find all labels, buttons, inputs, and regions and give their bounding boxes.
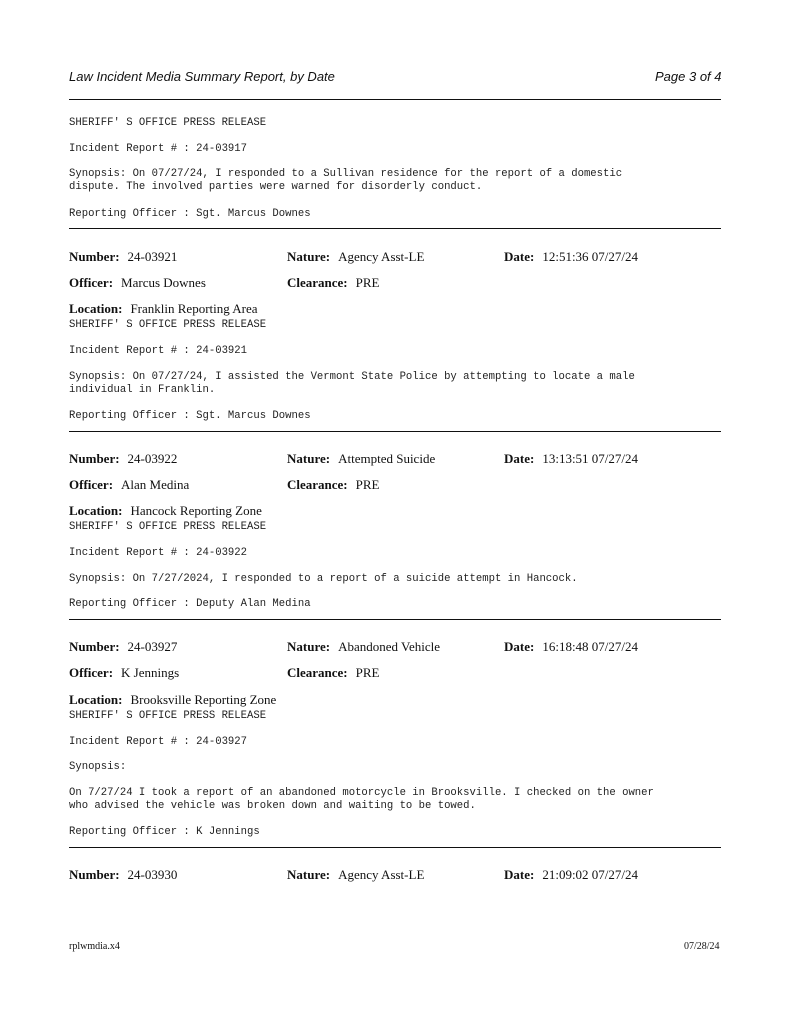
record-nature — [287, 451, 435, 467]
number-label: Number: — [69, 639, 120, 654]
synopsis-line: On 7/27/24 I took a report of an abandoned motorcycle in Brooksville. I checked on the owner — [69, 787, 654, 799]
record-nature — [287, 639, 440, 655]
clearance-value: PRE — [355, 275, 380, 290]
location-label: Location: — [69, 503, 123, 518]
synopsis-line: Synopsis: On 07/27/24, I assisted the Vermont State Police by attempting to locate a male — [69, 371, 635, 383]
location-value: Hancock Reporting Zone — [130, 503, 262, 518]
clearance-label: Clearance: — [287, 665, 348, 680]
record-clearance — [287, 477, 379, 493]
synopsis-line: individual in Franklin. — [69, 384, 216, 396]
record-date — [504, 867, 638, 883]
nature-label: Nature: — [287, 451, 331, 466]
date-label: Date: — [504, 867, 535, 882]
record-number — [69, 867, 177, 883]
date-label: Date: — [504, 451, 535, 466]
location-value: Brooksville Reporting Zone — [130, 692, 277, 707]
officer-label: Officer: — [69, 477, 114, 492]
clearance-label: Clearance: — [287, 477, 348, 492]
officer-value: Marcus Downes — [121, 275, 206, 290]
incident-report-number: Incident Report # : 24-03917 — [69, 143, 248, 155]
nature-label: Nature: — [287, 639, 331, 654]
location-label: Location: — [69, 692, 123, 707]
footer-date: 07/28/24 — [684, 941, 720, 952]
location-label: Location: — [69, 301, 123, 316]
incident-report-number: Incident Report # : 24-03922 — [69, 547, 248, 559]
nature-label: Nature: — [287, 867, 331, 882]
nature-label: Nature: — [287, 249, 331, 264]
officer-value: K Jennings — [121, 665, 180, 680]
nature-value: Agency Asst-LE — [338, 867, 425, 882]
date-label: Date: — [504, 249, 535, 264]
number-value: 24-03921 — [127, 249, 178, 264]
record-date — [504, 249, 638, 265]
reporting-officer: Reporting Officer : K Jennings — [69, 826, 260, 838]
synopsis-line: Synopsis: On 07/27/24, I responded to a Sullivan residence for the report of a domestic — [69, 168, 623, 180]
date-value: 21:09:02 07/27/24 — [542, 867, 639, 882]
record-clearance — [287, 665, 379, 681]
number-label: Number: — [69, 451, 120, 466]
date-value: 12:51:36 07/27/24 — [542, 249, 639, 264]
reporting-officer: Reporting Officer : Sgt. Marcus Downes — [69, 410, 311, 422]
synopsis-line: dispute. The involved parties were warned for disorderly conduct. — [69, 181, 483, 193]
record-officer — [69, 665, 179, 681]
press-release-heading: SHERIFF' S OFFICE PRESS RELEASE — [69, 319, 267, 331]
nature-value: Abandoned Vehicle — [338, 639, 441, 654]
record-divider — [69, 431, 721, 432]
record-clearance — [287, 275, 379, 291]
number-label: Number: — [69, 249, 120, 264]
record-nature — [287, 867, 424, 883]
header-divider — [69, 99, 721, 100]
record-number — [69, 451, 177, 467]
synopsis-line: who advised the vehicle was broken down and waiting to be towed. — [69, 800, 476, 812]
record-location — [69, 301, 258, 317]
record-officer — [69, 275, 206, 291]
incident-report-number: Incident Report # : 24-03921 — [69, 345, 248, 357]
date-label: Date: — [504, 639, 535, 654]
record-number — [69, 249, 177, 265]
synopsis-line: Synopsis: On 7/27/2024, I responded to a report of a suicide attempt in Hancock. — [69, 573, 578, 585]
reporting-officer: Reporting Officer : Sgt. Marcus Downes — [69, 208, 311, 220]
report-title: Law Incident Media Summary Report, by Date — [69, 69, 335, 84]
record-date — [504, 451, 638, 467]
record-divider — [69, 619, 721, 620]
officer-label: Officer: — [69, 665, 114, 680]
clearance-label: Clearance: — [287, 275, 348, 290]
nature-value: Agency Asst-LE — [338, 249, 425, 264]
synopsis-label: Synopsis: — [69, 761, 127, 773]
clearance-value: PRE — [355, 665, 380, 680]
number-value: 24-03930 — [127, 867, 178, 882]
page-number: Page 3 of 4 — [655, 69, 722, 84]
number-value: 24-03922 — [127, 451, 178, 466]
record-officer — [69, 477, 189, 493]
date-value: 13:13:51 07/27/24 — [542, 451, 639, 466]
press-release-heading: SHERIFF' S OFFICE PRESS RELEASE — [69, 117, 267, 129]
incident-report-number: Incident Report # : 24-03927 — [69, 736, 248, 748]
footer-filename: rplwmdia.x4 — [69, 941, 120, 952]
record-date — [504, 639, 638, 655]
clearance-value: PRE — [355, 477, 380, 492]
number-label: Number: — [69, 867, 120, 882]
press-release-heading: SHERIFF' S OFFICE PRESS RELEASE — [69, 521, 267, 533]
record-location — [69, 692, 276, 708]
record-nature — [287, 249, 424, 265]
location-value: Franklin Reporting Area — [130, 301, 258, 316]
officer-value: Alan Medina — [121, 477, 190, 492]
nature-value: Attempted Suicide — [338, 451, 436, 466]
number-value: 24-03927 — [127, 639, 178, 654]
record-location — [69, 503, 262, 519]
officer-label: Officer: — [69, 275, 114, 290]
record-divider — [69, 847, 721, 848]
record-number — [69, 639, 177, 655]
reporting-officer: Reporting Officer : Deputy Alan Medina — [69, 598, 311, 610]
press-release-heading: SHERIFF' S OFFICE PRESS RELEASE — [69, 710, 267, 722]
record-divider — [69, 228, 721, 229]
date-value: 16:18:48 07/27/24 — [542, 639, 639, 654]
